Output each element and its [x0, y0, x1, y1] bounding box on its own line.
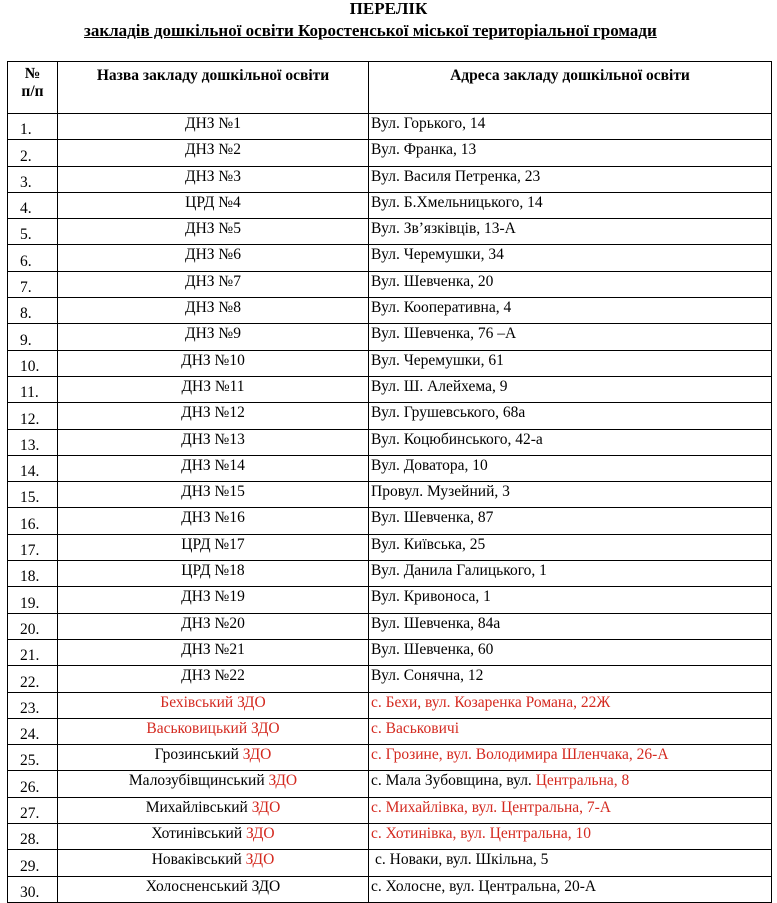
table-row	[8, 140, 772, 166]
row-number: 16.	[8, 508, 58, 534]
institution-name: ДНЗ №6	[58, 245, 369, 271]
table-row	[8, 587, 772, 613]
table-row	[8, 508, 772, 534]
document-title: ПЕРЕЛІК	[349, 0, 428, 18]
institution-address: Вул. Шевченка, 87	[369, 508, 772, 534]
row-number: 13.	[8, 429, 58, 455]
row-number: 17.	[8, 534, 58, 560]
institution-address: Вул. Шевченка, 60	[369, 639, 772, 665]
table-row	[8, 455, 772, 481]
institution-name-part: Малозубівщинський	[128, 772, 269, 790]
institution-name	[58, 824, 369, 850]
institution-name: ДНЗ №5	[58, 219, 369, 245]
institution-name: ДНЗ №1	[58, 114, 369, 140]
table-row	[8, 534, 772, 560]
table-row	[8, 666, 772, 692]
institution-address: с. Бехи, вул. Козаренка Романа, 22Ж	[369, 692, 772, 718]
row-number: 30.	[8, 876, 58, 902]
institution-name: ДНЗ №2	[58, 140, 369, 166]
header-name: Назва закладу дошкільної освіти	[58, 62, 369, 114]
table-row	[8, 876, 772, 902]
table-header-row	[8, 62, 772, 114]
table-row	[8, 718, 772, 744]
institution-address: Вул. Кооперативна, 4	[369, 298, 772, 324]
institution-name: ДНЗ №9	[58, 324, 369, 350]
row-number: 6.	[8, 245, 58, 271]
institution-name: Бехівський ЗДО	[58, 692, 369, 718]
institution-name-highlight: ЗДО	[242, 746, 272, 764]
row-number: 28.	[8, 824, 58, 850]
institution-address: с. Васьковичі	[369, 718, 772, 744]
row-number: 1.	[8, 114, 58, 140]
institution-name: ДНЗ №15	[58, 482, 369, 508]
table-row	[8, 166, 772, 192]
table-row	[8, 639, 772, 665]
institution-name: ДНЗ №21	[58, 639, 369, 665]
table-row	[8, 692, 772, 718]
table-row	[8, 324, 772, 350]
institution-name-part: Грозинський	[154, 746, 243, 764]
row-number: 20.	[8, 613, 58, 639]
table-row	[8, 350, 772, 376]
table-row	[8, 219, 772, 245]
institution-address: Вул. Сонячна, 12	[369, 666, 772, 692]
institution-address-part: с. Мала Зубовщина, вул.	[371, 772, 536, 790]
institution-address-highlight: Центральна, 8	[535, 772, 630, 790]
institution-address: Вул. Черемушки, 61	[369, 350, 772, 376]
institution-address: Вул. Василя Петренка, 23	[369, 166, 772, 192]
row-number: 5.	[8, 219, 58, 245]
institution-name: ДНЗ №22	[58, 666, 369, 692]
institution-name: ДНЗ №12	[58, 403, 369, 429]
institution-address: Вул. Грушевського, 68а	[369, 403, 772, 429]
institution-name	[58, 850, 369, 876]
row-number: 25.	[8, 745, 58, 771]
institution-name	[58, 797, 369, 823]
institution-address: с. Холосне, вул. Центральна, 20-А	[369, 876, 772, 902]
institution-address: Вул. Черемушки, 34	[369, 245, 772, 271]
institution-name: ДНЗ №8	[58, 298, 369, 324]
table-row	[8, 192, 772, 218]
institution-name: ДНЗ №20	[58, 613, 369, 639]
row-number: 19.	[8, 587, 58, 613]
institution-address: Вул. Кривоноса, 1	[369, 587, 772, 613]
institution-address: Вул. Шевченка, 20	[369, 271, 772, 297]
row-number: 23.	[8, 692, 58, 718]
row-number: 8.	[8, 298, 58, 324]
institution-address: Вул. Доватора, 10	[369, 455, 772, 481]
institution-address: Вул. Горького, 14	[369, 114, 772, 140]
institution-address: с. Хотинівка, вул. Центральна, 10	[369, 824, 772, 850]
table-row	[8, 245, 772, 271]
institution-name: ДНЗ №3	[58, 166, 369, 192]
institution-name: ДНЗ №11	[58, 376, 369, 402]
header-address: Адреса закладу дошкільної освіти	[369, 62, 772, 114]
institutions-table	[7, 61, 772, 903]
table-row	[8, 482, 772, 508]
table-row	[8, 561, 772, 587]
institution-address: с. Михайлівка, вул. Центральна, 7-А	[369, 797, 772, 823]
row-number: 27.	[8, 797, 58, 823]
institution-name-highlight: ЗДО	[245, 851, 275, 869]
row-number: 29.	[8, 850, 58, 876]
document-subtitle: закладів дошкільної освіти Коростенської міської територіальної громади	[84, 21, 657, 40]
institution-address: Вул. Шевченка, 84а	[369, 613, 772, 639]
row-number: 10.	[8, 350, 58, 376]
institution-name: ЦРД №18	[58, 561, 369, 587]
table-row	[8, 613, 772, 639]
institution-name-part: Новаківський	[151, 851, 246, 869]
institution-name: Васьковицький ЗДО	[58, 718, 369, 744]
table-row	[8, 298, 772, 324]
header-number-line2: п/п	[21, 83, 44, 100]
row-number: 26.	[8, 771, 58, 797]
institution-name: ДНЗ №14	[58, 455, 369, 481]
institution-address: Вул. Данила Галицького, 1	[369, 561, 772, 587]
institution-name	[58, 771, 369, 797]
table-row	[8, 403, 772, 429]
institution-address: Вул. Ш. Алейхема, 9	[369, 376, 772, 402]
row-number: 9.	[8, 324, 58, 350]
table-row	[8, 745, 772, 771]
row-number: 12.	[8, 403, 58, 429]
table-row	[8, 114, 772, 140]
institution-address: с. Новаки, вул. Шкільна, 5	[369, 850, 772, 876]
institution-name: ДНЗ №7	[58, 271, 369, 297]
institution-name-part: Хотинівський	[151, 825, 246, 843]
institution-name: ДНЗ №19	[58, 587, 369, 613]
row-number: 18.	[8, 561, 58, 587]
institution-name: ДНЗ №10	[58, 350, 369, 376]
table-row	[8, 376, 772, 402]
institution-address: Вул. Коцюбинського, 42-а	[369, 429, 772, 455]
row-number: 4.	[8, 192, 58, 218]
row-number: 14.	[8, 455, 58, 481]
institution-name-highlight: ЗДО	[251, 798, 281, 816]
table-row	[8, 771, 772, 797]
table-row	[8, 824, 772, 850]
institution-name-highlight: ЗДО	[246, 825, 275, 843]
header-number	[8, 62, 58, 114]
table-row	[8, 271, 772, 297]
row-number: 15.	[8, 482, 58, 508]
row-number: 24.	[8, 718, 58, 744]
institution-name	[58, 745, 369, 771]
institution-name-part: Михайлівський	[145, 798, 252, 816]
institution-name: ДНЗ №16	[58, 508, 369, 534]
institution-address: Вул. Зв’язківців, 13-А	[369, 219, 772, 245]
institution-name-highlight: ЗДО	[268, 772, 298, 790]
header-number-line1: №	[24, 65, 41, 82]
institution-name: ЦРД №17	[58, 534, 369, 560]
row-number: 7.	[8, 271, 58, 297]
row-number: 2.	[8, 140, 58, 166]
institution-address: Вул. Київська, 25	[369, 534, 772, 560]
institution-address: с. Грозине, вул. Володимира Шленчака, 26-А	[369, 745, 772, 771]
table-row	[8, 850, 772, 876]
institution-address	[369, 771, 772, 797]
institution-name: ДНЗ №13	[58, 429, 369, 455]
table-row	[8, 797, 772, 823]
institution-address: Вул. Франка, 13	[369, 140, 772, 166]
table-row	[8, 429, 772, 455]
institution-name: Холосненський ЗДО	[58, 876, 369, 902]
institution-name: ЦРД №4	[58, 192, 369, 218]
institution-address: Вул. Б.Хмельницького, 14	[369, 192, 772, 218]
row-number: 21.	[8, 639, 58, 665]
row-number: 22.	[8, 666, 58, 692]
row-number: 11.	[8, 376, 58, 402]
institution-address: Вул. Шевченка, 76 –А	[369, 324, 772, 350]
row-number: 3.	[8, 166, 58, 192]
institution-address: Провул. Музейний, 3	[369, 482, 772, 508]
